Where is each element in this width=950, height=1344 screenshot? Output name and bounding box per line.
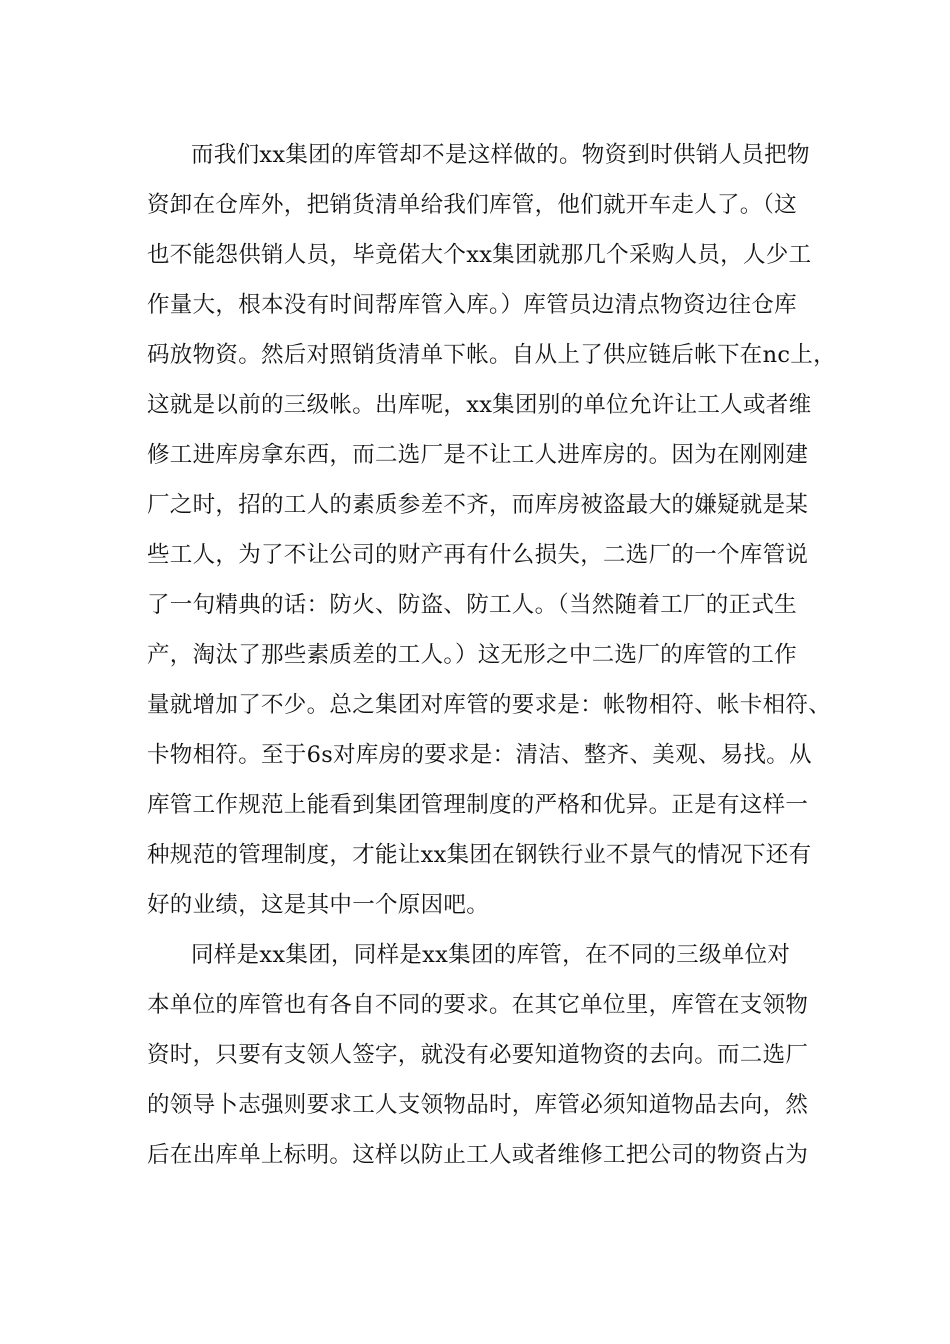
- paragraph-1-line-11: 产，淘汰了那些素质差的工人。）这无形之中二选厂的库管的工作: [147, 642, 797, 668]
- paragraph-1-line-4: 作量大，根本没有时间帮库管入库。）库管员边清点物资边往仓库: [147, 292, 797, 318]
- paragraph-1-line-2: 资卸在仓库外，把销货清单给我们库管，他们就开车走人了。（这: [147, 192, 797, 218]
- paragraph-1-line-7: 修工进库房拿东西，而二选厂是不让工人进库房的。因为在刚刚建: [147, 442, 809, 468]
- paragraph-1-line-15: 种规范的管理制度，才能让xx集团在钢铁行业不景气的情况下还有: [147, 842, 812, 868]
- paragraph-1-line-3: 也不能怨供销人员，毕竟偌大个xx集团就那几个采购人员，人少工: [147, 242, 812, 268]
- paragraph-1-line-12: 量就增加了不少。总之集团对库管的要求是：帐物相符、帐卡相符、: [147, 692, 832, 718]
- paragraph-2-line-2: 本单位的库管也有各自不同的要求。在其它单位里，库管在支领物: [147, 992, 809, 1018]
- paragraph-1-line-13: 卡物相符。至于6s对库房的要求是：清洁、整齐、美观、易找。从: [147, 742, 812, 768]
- paragraph-1-line-1: 而我们xx集团的库管却不是这样做的。物资到时供销人员把物: [191, 142, 810, 168]
- paragraph-1-line-8: 厂之时，招的工人的素质参差不齐，而库房被盗最大的嫌疑就是某: [147, 492, 809, 518]
- paragraph-2-line-4: 的领导卜志强则要求工人支领物品时，库管必须知道物品去向，然: [147, 1092, 809, 1118]
- paragraph-1-line-10: 了一句精典的话：防火、防盗、防工人。（当然随着工厂的正式生: [147, 592, 797, 618]
- paragraph-2-line-1: 同样是xx集团，同样是xx集团的库管，在不同的三级单位对: [191, 942, 791, 968]
- paragraph-1-line-6: 这就是以前的三级帐。出库呢，xx集团别的单位允许让工人或者维: [147, 392, 812, 418]
- paragraph-2-line-3: 资时，只要有支领人签字，就没有必要知道物资的去向。而二选厂: [147, 1042, 809, 1068]
- paragraph-1-line-5: 码放物资。然后对照销货清单下帐。自从上了供应链后帐下在nc上，: [147, 342, 836, 368]
- paragraph-1-line-14: 库管工作规范上能看到集团管理制度的严格和优异。正是有这样一: [147, 792, 809, 818]
- paragraph-1-line-9: 些工人，为了不让公司的财产再有什么损失，二选厂的一个库管说: [147, 542, 809, 568]
- paragraph-2-line-5: 后在出库单上标明。这样以防止工人或者维修工把公司的物资占为: [147, 1142, 809, 1168]
- paragraph-1-line-16: 好的业绩，这是其中一个原因吧。: [147, 892, 490, 918]
